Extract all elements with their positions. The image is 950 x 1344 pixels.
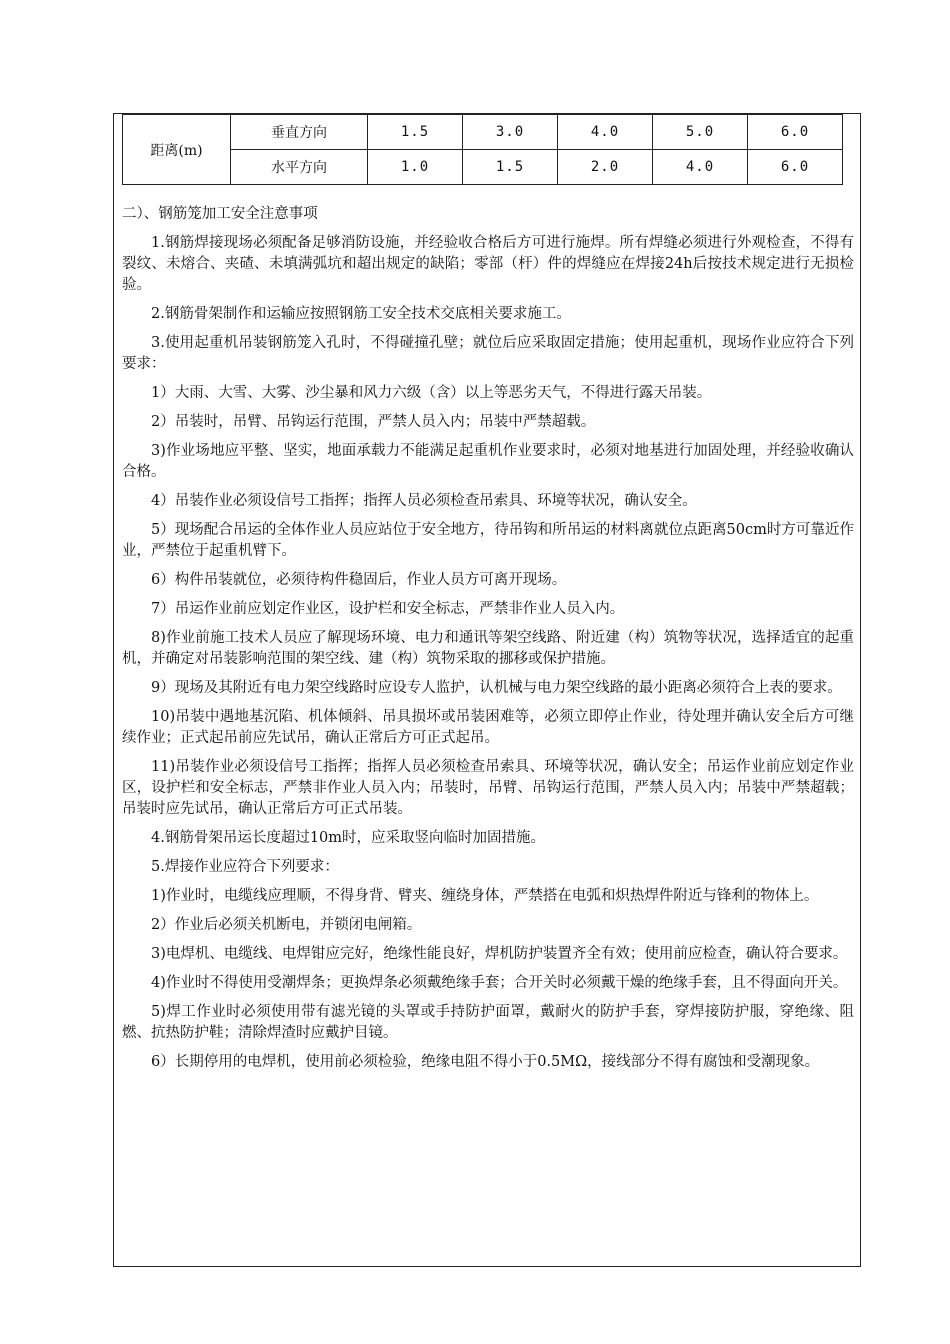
value-cell: 5.0 <box>653 115 748 150</box>
value-cell: 1.5 <box>368 115 463 150</box>
row-label: 距离(m) <box>123 115 231 185</box>
paragraph: 6）构件吊装就位，必须待构件稳固后，作业人员方可离开现场。 <box>151 572 567 588</box>
paragraph: 2）吊装时，吊臂、吊钩运行范围，严禁人员入内；吊装中严禁超载。 <box>151 414 596 430</box>
value-cell: 1.5 <box>463 150 558 185</box>
paragraph: 3)电焊机、电缆线、电焊钳应完好，绝缘性能良好，焊机防护装置齐全有效；使用前应检查，确认符合要求。 <box>151 946 848 962</box>
paragraph: 7）吊运作业前应划定作业区，设护栏和安全标志，严禁非作业人员入内。 <box>151 601 625 617</box>
paragraph: 1）大雨、大雪、大雾、沙尘暴和风力六级（含）以上等恶劣天气，不得进行露天吊装。 <box>151 385 712 401</box>
value-cell: 4.0 <box>653 150 748 185</box>
paragraph: 11)吊装作业必须设信号工指挥；指挥人员必须检查吊索具、环境等状况，确认安全；吊运作业前应划定作业区，设护栏和安全标志，严禁非作业人员入内；吊装时，吊臂、吊钩运行范围，严禁人员入内；吊装中严禁超载；吊装时应先试吊，确认正常后方可正式吊装。 <box>122 759 854 817</box>
paragraph: 3.使用起重机吊装钢筋笼入孔时，不得碰撞孔壁；就位后应采取固定措施；使用起重机，现场作业应符合下列要求： <box>122 335 854 372</box>
paragraph: 5)焊工作业时必须使用带有滤光镜的头罩或手持防护面罩，戴耐火的防护手套，穿焊接防护服，穿绝缘、阻燃、抗热防护鞋；清除焊渣时应戴护目镜。 <box>122 1004 854 1041</box>
paragraph: 5）现场配合吊运的全体作业人员应站位于安全地方，待吊钩和所吊运的材料离就位点距离50cm时方可靠近作业，严禁位于起重机臂下。 <box>122 522 854 559</box>
paragraph: 4)作业时不得使用受潮焊条；更换焊条必须戴绝缘手套；合开关时必须戴干燥的绝缘手套，且不得面向开关。 <box>151 975 848 991</box>
paragraph: 4）吊装作业必须设信号工指挥；指挥人员必须检查吊索具、环境等状况，确认安全。 <box>151 493 697 509</box>
value-cell: 2.0 <box>558 150 653 185</box>
paragraph: 3)作业场地应平整、坚实，地面承载力不能满足起重机作业要求时，必须对地基进行加固处理，并经验收确认合格。 <box>122 443 854 480</box>
document-body <box>122 204 854 1081</box>
paragraph: 6）长期停用的电焊机，使用前必须检验，绝缘电阻不得小于0.5MΩ，接线部分不得有腐蚀和受潮现象。 <box>151 1054 820 1070</box>
paragraph: 9）现场及其附近有电力架空线路时应设专人监护，认机械与电力架空线路的最小距离必须符合上表的要求。 <box>151 680 842 696</box>
paragraph: 8)作业前施工技术人员应了解现场环境、电力和通讯等架空线路、附近建（构）筑物等状况，选择适宜的起重机，并确定对吊装影响范围的架空线、建（构）筑物采取的挪移或保护措施。 <box>122 630 854 667</box>
table-row <box>123 115 843 150</box>
direction-cell: 垂直方向 <box>231 115 368 150</box>
paragraph: 1)作业时，电缆线应理顺，不得身背、臂夹、缠绕身体，严禁搭在电弧和炽热焊件附近与锋利的物体上。 <box>151 888 819 904</box>
paragraph: 1.钢筋焊接现场必须配备足够消防设施，并经验收合格后方可进行施焊。所有焊缝必须进行外观检查，不得有裂纹、未熔合、夹碴、未填满弧坑和超出规定的缺陷；零部（杆）件的焊缝应在焊接24h后按技术规定进行无损检验。 <box>122 235 854 293</box>
value-cell: 1.0 <box>368 150 463 185</box>
min-distance-table <box>122 114 843 185</box>
direction-cell: 水平方向 <box>231 150 368 185</box>
value-cell: 3.0 <box>463 115 558 150</box>
paragraph: 2.钢筋骨架制作和运输应按照钢筋工安全技术交底相关要求施工。 <box>151 306 571 322</box>
value-cell: 6.0 <box>748 150 843 185</box>
paragraph: 10)吊装中遇地基沉陷、机体倾斜、吊具损坏或吊装困难等，必须立即停止作业，待处理并确认安全后方可继续作业；正式起吊前应先试吊，确认正常后方可正式起吊。 <box>122 709 854 746</box>
value-cell: 6.0 <box>748 115 843 150</box>
paragraph: 4.钢筋骨架吊运长度超过10m时，应采取竖向临时加固措施。 <box>151 830 546 846</box>
paragraph: 2）作业后必须关机断电，并锁闭电闸箱。 <box>151 917 422 933</box>
value-cell: 4.0 <box>558 115 653 150</box>
paragraph: 5.焊接作业应符合下列要求： <box>151 859 339 875</box>
section-title: 二）、钢筋笼加工安全注意事项 <box>122 206 318 222</box>
table-row <box>123 150 843 185</box>
